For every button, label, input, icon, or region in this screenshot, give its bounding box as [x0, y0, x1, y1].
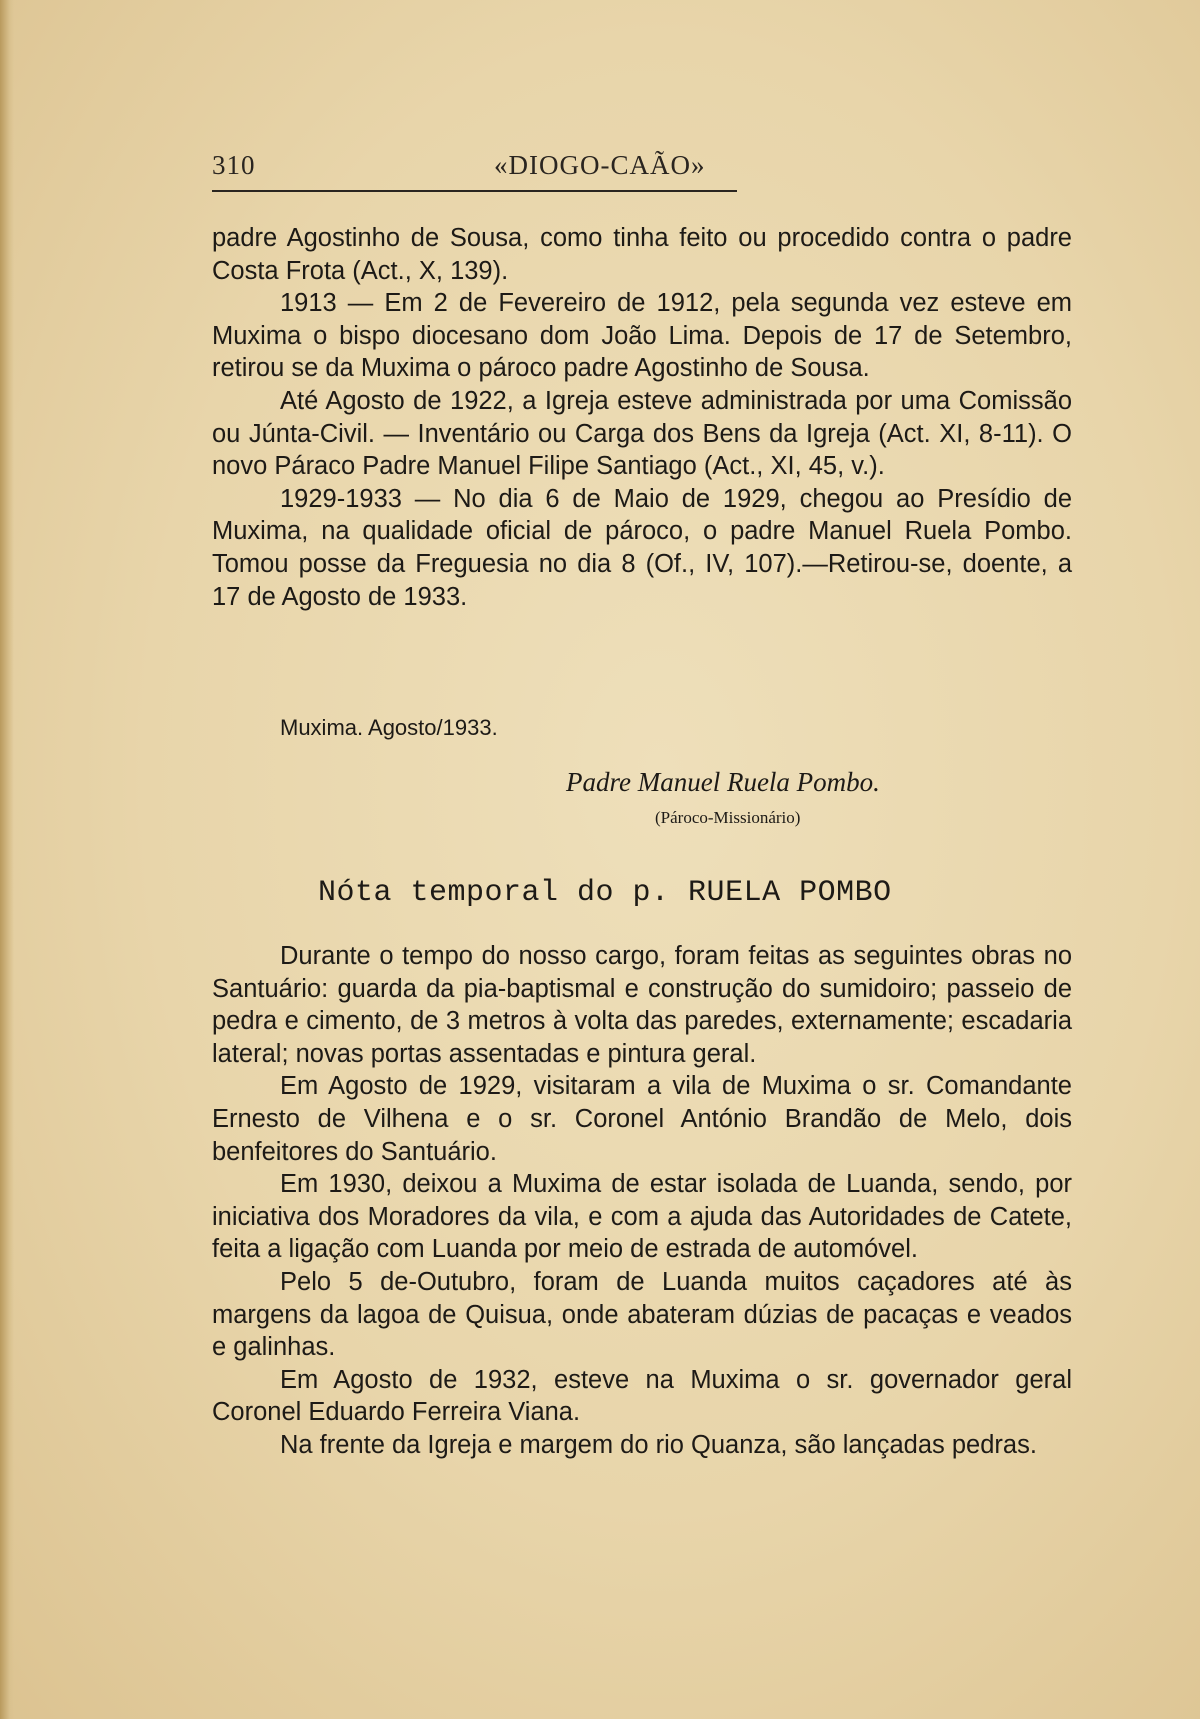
- paragraph-obras: Durante o tempo do nosso cargo, foram feitas as seguintes obras no Santuário: guarda da pia-baptismal e construção do sumidoiro; passeio de pedra e cimento, de 3 metros à volta das paredes, externamente; escadaria lateral; novas portas assentadas e pintura geral.: [212, 942, 1072, 1068]
- running-header: [212, 150, 737, 190]
- paragraph-1929-1933: 1929-1933 — No dia 6 de Maio de 1929, chegou ao Presídio de Muxima, na qualidade oficial de pároco, o padre Manuel Ruela Pombo. Tomou posse da Freguesia no dia 8 (Of., IV, 107).—Retirou-se, doente, a 17 de Agosto de 1933.: [212, 484, 1072, 611]
- paragraph-governador-1932: Em Agosto de 1932, esteve na Muxima o sr. governador geral Coronel Eduardo Ferreira Viana.: [212, 1365, 1072, 1427]
- section-text-block: [212, 940, 1072, 1462]
- signature-name: Padre Manuel Ruela Pombo.: [566, 767, 880, 797]
- paragraph-visita-1929: Em Agosto de 1929, visitaram a vila de Muxima o sr. Comandante Ernesto de Vilhena e o sr. Coronel António Brandão de Melo, dois benfeitores do Santuário.: [212, 1072, 1072, 1166]
- page-number: 310: [212, 150, 256, 180]
- page-gutter-shadow: [0, 0, 14, 1719]
- paragraph-1922: Até Agosto de 1922, a Igreja esteve administrada por uma Comissão ou Júnta-Civil. — Inventário ou Carga dos Bens da Igreja (Act. XI, 8-11). O novo Páraco Padre Manuel Filipe Santiago (Act., XI, 45, v.).: [212, 386, 1072, 481]
- paragraph-continuation: padre Agostinho de Sousa, como tinha feito ou procedido contra o padre Costa Frota (Act., X, 139).: [212, 224, 1072, 285]
- running-title: «DIOGO-CAÃO»: [494, 150, 706, 180]
- header-rule: [212, 190, 737, 192]
- intro-text-block: [212, 222, 1072, 613]
- paragraph-1913: 1913 — Em 2 de Fevereiro de 1912, pela segunda vez esteve em Muxima o bispo diocesano dom João Lima. Depois de 17 de Setembro, retirou se da Muxima o pároco padre Agostinho de Sousa.: [212, 289, 1072, 383]
- paragraph-estrada-1930: Em 1930, deixou a Muxima de estar isolada de Luanda, sendo, por iniciativa dos Moradores da vila, e com a ajuda das Autoridades de Catete, feita a ligação com Luanda por meio de estrada de automóvel.: [212, 1170, 1072, 1264]
- paragraph-pedras: Na frente da Igreja e margem do rio Quanza, são lançadas pedras.: [280, 1430, 1037, 1459]
- paragraph-cacadores: Pelo 5 de-Outubro, foram de Luanda muitos caçadores até às margens da lagoa de Quisua, onde abateram dúzias de pacaças e veados e galinhas.: [212, 1267, 1072, 1362]
- signature-role: (Pároco-Missionário): [655, 808, 801, 827]
- section-title: Nóta temporal do p. RUELA POMBO: [318, 876, 892, 910]
- signature-place-date: Muxima. Agosto/1933.: [280, 715, 498, 740]
